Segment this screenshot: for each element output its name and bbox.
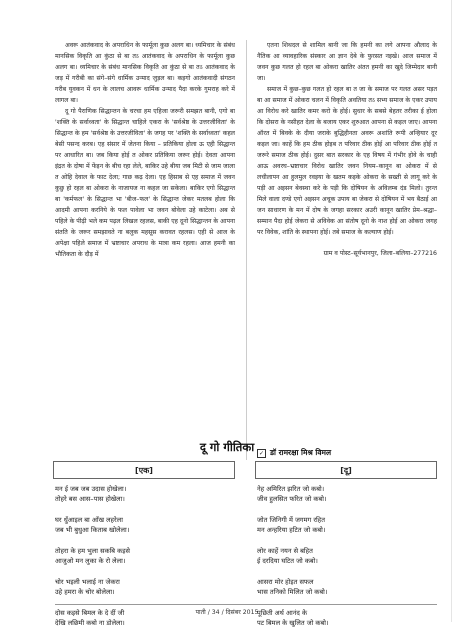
verse-line: मन अन्हरिया हटित जो कबो। bbox=[257, 526, 326, 534]
stanza bbox=[55, 515, 235, 535]
stanza bbox=[257, 515, 437, 535]
stanza bbox=[257, 484, 437, 504]
verse-line: पट बिमल के खुलित जो कबो। bbox=[257, 619, 329, 627]
paragraph: समाज में कुछ–कुछ गलत हो रहल बा त जा के समाज पर गलत असर पड़त बा आ समाज में ओकरा चलन में विकृति अवतिया तऽ सभ्य समाज के एकर उपाय आ विरोध करे खातिर कमर करो के होई। सुधार के सबसे बेहतर तरीका ई होला कि दोसरा के नसीहत देला के बजाय एकर शुरुआत आपना से कइल जाए। आपना ऑरत में बिवके के दीया जराके बुद्धिहीनता अवरू अशांति रूपी अन्हियार दूर कइल जा। काहें कि हम ठीक होइब त परिवार ठीक होई आ परिवार ठीक होई त जरूरे समाज ठीक होई। दुसर बात सरकार के एह विषय में गंभीर होवे के चाही आऊ अवरघ–भ्रष्टाचार विरोध खातिर जवन नियम–कानून बा ओकरा में से लचीलापन आ हुलमुल रवइया के खतम कइके ओकरा के सख्ती से लागू करे के पड़ी आ अइसन बेवस्था करे के पड़ी कि दोषियन के अविलम्ब दंड मिलो। तुरन्त मिले वाला दण्डे एगो अइसन अचूक उपाय बा जेकरा से दोषियन में भय बैठाई आ जन साधारण के मन में दोष के जगहा सरकार अउरी कानून खातिर प्रेम–श्रद्धा–सम्मान पैदा होई जेकरा से अविवेक आ संतोष दूनो के नाश होई आ ओकरा जगह पर विवेक, शांति के स्थापना होई। तबे समाज के कल्याण होई। bbox=[257, 86, 437, 236]
paragraph: एतना शिथदल से शामिल बानी जा कि हमनी का लगे आपना औलाद के नैतिक आ व्यावहारिक संस्कार आ ज्ञान देबे के फुरसत नइखे। आज समाज में जवन कुछ गलत हो रहल बा ओकरा खातिर अंतत हमनी का खुदे जिम्मेदार बानी जा। bbox=[257, 42, 437, 82]
article-right-column bbox=[257, 40, 437, 259]
verse-line: मन ई जब जब उदास होखेला। bbox=[55, 485, 127, 493]
footer-rule bbox=[55, 604, 437, 605]
paragraph: दू गो पैराणिक सिद्धान्तन के चरचा हम एहिजा जरूरी समझत बानी, एगो बा 'शक्ति के सर्वाध्वता' के सिद्धान्त चाहिले एकरा के 'सर्वश्रेष्ठ के उत्तरजीविता' के सिद्धान्त के हम 'सर्वश्रेष्ठ के उत्तरजीविता' के जगह पर 'शक्ति के सर्वाध्वता' कहल बेसी पसन्द करब। एह संसार में जेतना किया – प्रतिकिया होला ऊ एही सिद्धान्त पर आधारित बा। जब किया होई त ओकर प्रतिकिया जरूर होई। देवता आपना इंद्रत के दोषा में फेंइन के बीच रहा लेले, बाकिर उहे बीया जब मिटी से जाम जाला त ओहि देवाल के फाट देला; गाछ कढ़ देला। एह हिसाब से एह समाज में जवन कुछु हो रहल बा ओकरा के नाजायज ना कहल जा सकेला। बाकिर एगो सिद्धान्त बा 'कर्मफल' के सिद्धान्त भा 'बीज–फल' के सिद्धान्त जेकर मतलब होला कि आदमी आपना करनिये के फल पावेला भा जवन बोवेला उहे काटेला। अब से पहिले के पीढ़ी भले कम पढ़ल लिखल रहलस, बाकी एह दूनो सिद्धान्तन के आपना संतति के जरूर समझावते ना बलुक महसूस करावत रहलस। एही से आज के अपेक्षा पहिले समाज में भ्रष्टाचार अपराध के मात्रा कम रहला। आज हमनी का भौतिकता के दौड़ में bbox=[55, 108, 235, 258]
paragraph: अवरू आतंकवाद के अपराधिन के फार्मूला कुछ अलग बा। ध्यमिचार के संबंध मानसिक विकृति आ कुंठा से बा तऽ आतंकवाद के अपराधिन के फार्मूला कुछ अलग बा। ध्यमिचार के संबंध मानसिक विकृति आ कुंठा से बा तऽ आतंकवाद के जड़ में गरीबी का संगे–संगे धार्मिक उन्माद जुड़ल बा। कइगो आतंकवादी संगठन गरीब युवकन में धन के लालच आवरू धार्मिक उन्माद पैदा करके गुमराह करे में लागल बा। bbox=[55, 42, 235, 104]
verse-line: देखि लछिमी कबो ना डोलेला। bbox=[55, 619, 125, 627]
verse-line: तोहरे बस आस–पास होखेला। bbox=[55, 495, 125, 503]
verse-line: आसरा मोर होइत सफल bbox=[257, 578, 314, 586]
verse-line: घर धुँआइल बा आँख लहरेला bbox=[55, 516, 123, 524]
poem-heading-one: [एक] bbox=[53, 461, 235, 479]
verse-line: जब भी बुधुआ किताब खोलेला। bbox=[55, 526, 130, 534]
section-title-block bbox=[0, 436, 454, 455]
verse-line: ई दरदिया घटित जो कबो। bbox=[257, 557, 318, 565]
poem-heading-two: [दू] bbox=[255, 461, 437, 479]
checkbox-icon: ✓ bbox=[258, 449, 265, 457]
stanza bbox=[55, 484, 235, 504]
verse-line: उहे हमरा के चोर बोलेला। bbox=[55, 588, 115, 596]
verse-line: नेह अमिरित झरित जो कबो। bbox=[257, 485, 325, 493]
verse-line: पूछिती अर्थ आनंद के bbox=[257, 609, 308, 617]
stanza bbox=[257, 546, 437, 566]
verse-line: जोत जिनिगी में जगमग रहित bbox=[257, 516, 325, 524]
verse-line: जीव हुलसित फरित जो कबो। bbox=[257, 495, 327, 503]
stanza bbox=[257, 577, 437, 597]
verse-line: लोर काहें नयन से बहित bbox=[257, 547, 313, 555]
author-line bbox=[257, 448, 331, 458]
stanza bbox=[55, 546, 235, 566]
page-edge bbox=[451, 0, 452, 622]
verse-line: तोहरा के हम भुला सकबि कइसे bbox=[55, 547, 130, 555]
verse-line: चोर भइली भलाई ना जेकरा bbox=[55, 578, 120, 586]
page-footer: पाती / 34 / दिसंबर 2015 bbox=[195, 609, 259, 616]
author-address: ग्राम व पोस्ट–सूर्यभानपुर, जिला–बलिया–277216 bbox=[323, 250, 437, 257]
stanza bbox=[55, 577, 235, 597]
verse-line: आजुओ मन लुका के रो लेला। bbox=[55, 557, 126, 565]
article-left-column bbox=[55, 40, 235, 260]
verse-line: भास तनिको मिलित जो कबो। bbox=[257, 588, 328, 596]
section-title: दू गो गीतिका bbox=[199, 440, 255, 454]
author-name: डॉ रामरक्षा मिश्र विमल bbox=[270, 448, 332, 457]
column-divider bbox=[246, 40, 247, 460]
verse-line: दोस कइसे बिमल के दे दीं जी bbox=[55, 609, 125, 617]
